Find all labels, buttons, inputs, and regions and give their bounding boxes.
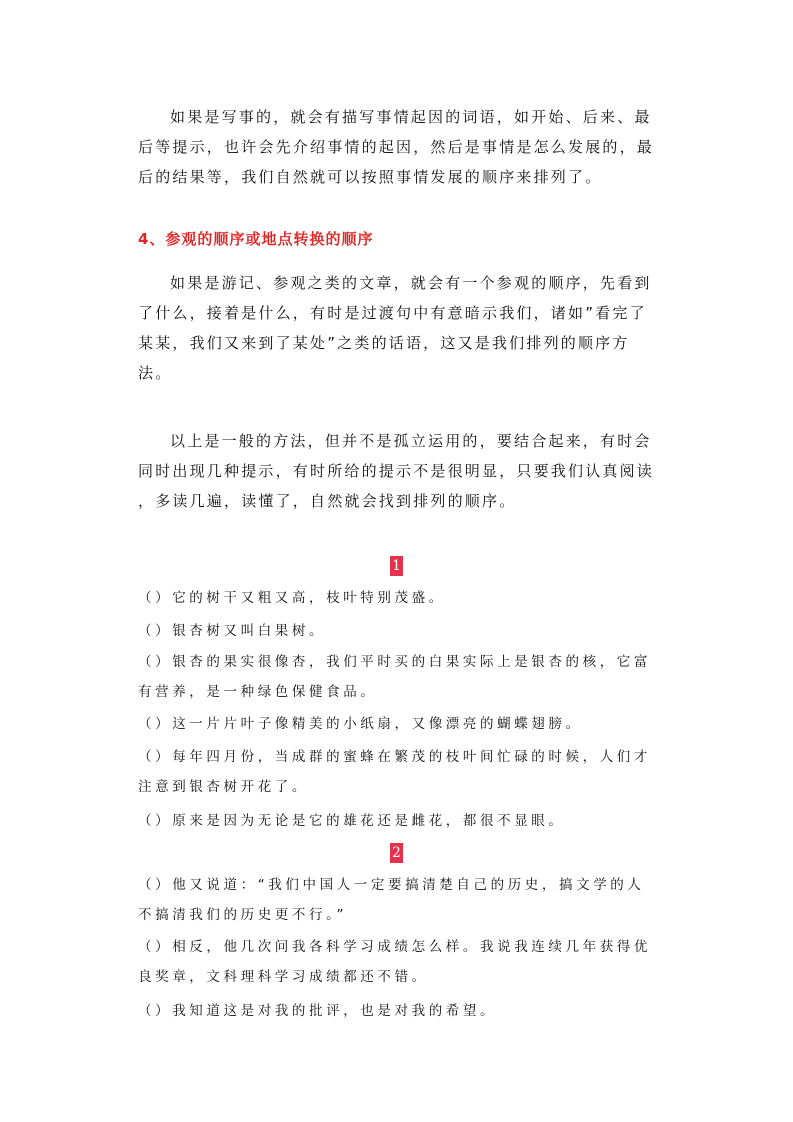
exercise-1-item: （）这一片片叶子像精美的小纸扇，又像漂亮的蝴蝶翅膀。 <box>138 716 583 732</box>
exercise-1-item: （）银杏树又叫白果树。 <box>138 623 327 639</box>
exercise-1-item: （）原来是因为无论是它的雄花还是雌花，都很不显眼。 <box>138 813 566 829</box>
exercise-2-item: （）相反，他几次问我各科学习成绩怎么样。我说我连续几年获得优良奖章，文科理科学习成绩都还不错。 <box>138 939 651 985</box>
exercise-2-number: 2 <box>390 843 403 863</box>
paragraph-event-order: 如果是写事的，就会有描写事情起因的词语，如开始、后来、最后等提示，也许会先介绍事情的起因，然后是事情是怎么发展的，最后的结果等，我们自然就可以按照事情发展的顺序来排列了。 <box>138 108 655 186</box>
exercise-1-item: （）每年四月份，当成群的蜜蜂在繁茂的枝叶间忙碌的时候，人们才注意到银杏树开花了。 <box>138 749 651 795</box>
exercise-2-item: （）他又说道：“我们中国人一定要搞清楚自己的历史，搞文学的人不搞清我们的历史更不行。” <box>138 877 645 923</box>
exercise-1-item: （）它的树干又粗又高，枝叶特别茂盛。 <box>138 590 446 606</box>
exercise-1-item: （）银杏的果实很像杏，我们平时买的白果实际上是银杏的核，它富有营养，是一种绿色保健食品。 <box>138 654 651 700</box>
section-heading-4: 4、参观的顺序或地点转换的顺序 <box>138 230 374 248</box>
paragraph-summary: 以上是一般的方法，但并不是孤立运用的，要结合起来，有时会同时出现几种提示，有时所给的提示不是很明显，只要我们认真阅读 ，多读几遍，读懂了，自然就会找到排列的顺序。 <box>138 432 655 510</box>
exercise-1-number: 1 <box>390 556 403 576</box>
exercise-2-item: （）我知道这是对我的批评，也是对我的希望。 <box>138 1003 498 1019</box>
paragraph-visit-order: 如果是游记、参观之类的文章，就会有一个参观的顺序，先看到了什么，接着是什么，有时是过渡句中有意暗示我们，诸如”看完了某某，我们又来到了某处”之类的话语，这又是我们排列的顺序方法。 <box>138 274 652 382</box>
